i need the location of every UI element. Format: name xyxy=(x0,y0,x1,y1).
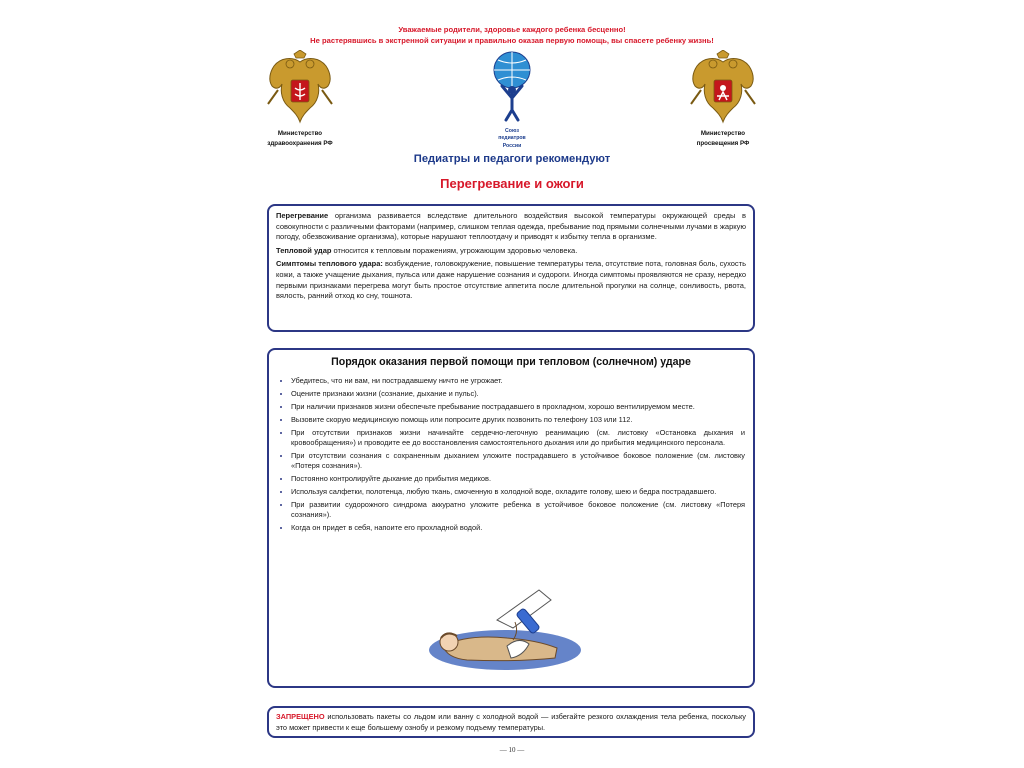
center-logo-caption-3: России xyxy=(502,142,522,149)
header-line-1: Уважаемые родители, здоровье каждого ребенка бесценно! xyxy=(398,25,626,34)
list-item: • Когда он придет в себя, напоите его прохладной водой. xyxy=(291,523,745,533)
overheating-term: Перегревание xyxy=(276,211,329,220)
double-headed-eagle-icon xyxy=(687,50,759,128)
first-aid-procedure-box xyxy=(267,348,755,688)
heatstroke-text: относится к тепловым поражениям, угрожающим здоровью человека. xyxy=(331,245,578,255)
left-logo-caption-1: Министерство xyxy=(277,130,323,137)
recommendation-subtitle: Педиатры и педагоги рекомендуют xyxy=(413,153,611,165)
double-headed-eagle-icon xyxy=(264,50,336,128)
symptoms-paragraph xyxy=(276,259,746,301)
page-number: — 10 — xyxy=(499,746,525,754)
procedure-list xyxy=(277,376,745,533)
center-logo-caption-2: педиатров xyxy=(498,135,526,142)
header-appeal xyxy=(260,24,764,46)
giving-water-illustration xyxy=(427,586,597,678)
list-item: • Оцените признаки жизни (сознание, дыхание и пульс). xyxy=(291,389,745,399)
overheating-info-box xyxy=(267,204,755,332)
heatstroke-paragraph xyxy=(276,246,746,257)
globe-figure-icon xyxy=(488,50,536,122)
pediatricians-union-logo xyxy=(482,50,542,149)
ministry-health-logo xyxy=(257,50,343,148)
list-item: • Используя салфетки, полотенца, любую ткань, смоченную в холодной воде, охладите голову, шею и бедра пострадавшего. xyxy=(291,487,745,497)
warning-text: использовать пакеты со льдом или ванну с холодной водой — избегайте резкого охлаждения тела ребенка, поскольку это может привести к еще большему ознобу и резкому подъему температуры. xyxy=(276,712,746,732)
warning-label: ЗАПРЕЩЕНО xyxy=(276,712,325,721)
procedure-heading: Порядок оказания первой помощи при тепловом (солнечном) ударе xyxy=(331,356,691,368)
left-logo-caption-2: здравоохранения РФ xyxy=(267,140,333,147)
warning-paragraph xyxy=(276,712,746,733)
list-item: • При отсутствии признаков жизни начинайте сердечно-легочную реанимацию (см. листовку «Остановка дыхания и кровообращения») и проводите ее до восстановления самостоятельного дыхания или до прибытия медицинского персонала. xyxy=(291,428,745,448)
overheating-text: организма развивается вследствие длительного воздействия высокой температуры окружающей среды в совокупности с различными факторами (например, слишком теплая одежда, пребывание под прямыми солнечными лучами в жаркую погоду, обезвоживание организма), которые нарушают теплоотдачу и приводят к избытку тепла в организме. xyxy=(276,211,746,242)
list-item: • При наличии признаков жизни обеспечьте пребывание пострадавшего в прохладном, хорошо вентилируемом месте. xyxy=(291,402,745,412)
right-logo-caption-1: Министерство xyxy=(700,130,746,137)
list-item: • Постоянно контролируйте дыхание до прибытия медиков. xyxy=(291,474,745,484)
list-item: • При отсутствии сознания с сохраненным дыханием уложите пострадавшего в устойчивое боковое положение (см. листовку «Потеря сознания»). xyxy=(291,451,745,471)
list-item: • При развитии судорожного синдрома аккуратно уложите ребенка в устойчивое боковое положение (см. листовку «Потеря сознания»). xyxy=(291,500,745,520)
symptoms-term: Симптомы теплового удара: xyxy=(276,259,383,269)
header-line-2: Не растерявшись в экстренной ситуации и правильно оказав первую помощь, вы спасете ребенку жизнь! xyxy=(310,36,714,45)
overheating-paragraph xyxy=(276,211,746,243)
warning-box xyxy=(267,706,755,738)
page-title: Перегревание и ожоги xyxy=(440,176,584,191)
list-item: • Вызовите скорую медицинскую помощь или попросите других позвонить по телефону 103 или 112. xyxy=(291,415,745,425)
right-logo-caption-2: просвещения РФ xyxy=(696,140,750,147)
heatstroke-term: Тепловой удар xyxy=(276,245,332,255)
symptoms-text: возбуждение, головокружение, повышение температуры тела, отсутствие пота, головная боль, сухость кожи, а также учащение дыхания, пульса или даже нарушение сознания и судороги. Иногда симптомы проявляются не сразу, нередко первыми признаками перегрева могут быть простое отсутствие аппетита после длительной прогулки на солнце, сонливость, рвота, вялость, ранний отход ко сну, тошнота. xyxy=(276,259,746,301)
center-logo-caption-1: Союз xyxy=(505,128,519,134)
list-item: • Убедитесь, что ни вам, ни пострадавшему ничто не угрожает. xyxy=(291,376,745,386)
ministry-education-logo xyxy=(680,50,766,148)
